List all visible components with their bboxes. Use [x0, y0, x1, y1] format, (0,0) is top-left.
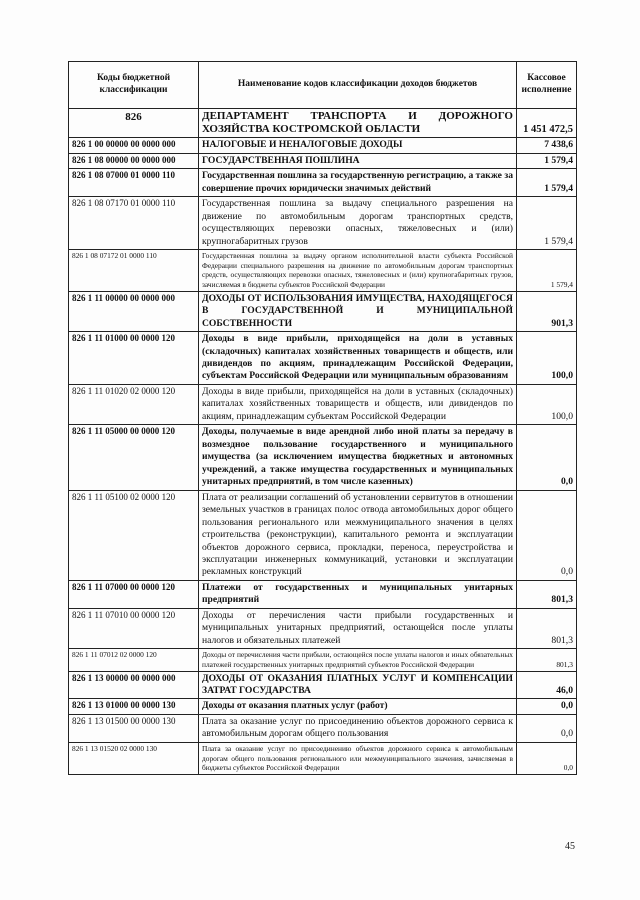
row-sum: 0,0 [517, 425, 577, 490]
header-codes: Коды бюджетной классификации [69, 62, 199, 109]
table-row [69, 291, 577, 331]
table-row [69, 742, 577, 774]
table-header-row [69, 62, 577, 109]
row-name: Государственная пошлина за выдачу специального разрешения на движение по автомобильным дорогам транспортных средств, осуществляющих перевозки опасных, тяжеловесных и (или) крупногабаритных грузов [199, 197, 517, 250]
header-sum: Кассовое исполнение [517, 62, 577, 109]
row-name: Доходы в виде прибыли, приходящейся на доли в уставных (складочных) капиталах хозяйственных товариществ и обществ, или дивидендов по акциям, принадлежащим Российской Федерации, субъектам Российской Федерации или муниципальным образованиям [199, 332, 517, 385]
row-code: 826 1 13 01520 02 0000 130 [69, 742, 199, 774]
row-code: 826 1 13 01500 00 0000 130 [69, 714, 199, 742]
row-sum: 901,3 [517, 291, 577, 331]
row-code: 826 1 13 00000 00 0000 000 [69, 671, 199, 699]
table-row [69, 425, 577, 490]
row-sum: 801,3 [517, 608, 577, 648]
table-row [69, 384, 577, 424]
table-row [69, 109, 577, 138]
budget-classification-table [68, 61, 577, 775]
row-name: Платежи от государственных и муниципальных унитарных предприятий [199, 580, 517, 608]
row-name: Государственная пошлина за выдачу органом исполнительной власти субъекта Российской Федерации специального разрешения на движение по автомобильным дорогам транспортных средств, осуществляющих перевозки опасных, тяжеловесных и (или) крупногабаритных грузов, зачисляемая в бюджеты субъектов Российской Федерации [199, 250, 517, 292]
row-sum: 0,0 [517, 742, 577, 774]
row-code: 826 1 11 07010 00 0000 120 [69, 608, 199, 648]
row-code: 826 1 11 00000 00 0000 000 [69, 291, 199, 331]
row-name: Доходы в виде прибыли, приходящейся на доли в уставных (складочных) капиталах хозяйственных товариществ и обществ, или дивидендов по акциям, принадлежащим субъектам Российской Федерации [199, 384, 517, 424]
header-name: Наименование кодов классификации доходов бюджетов [199, 62, 517, 109]
row-name: Государственная пошлина за государственную регистрацию, а также за совершение прочих юридически значимых действий [199, 169, 517, 197]
table-row [69, 490, 577, 580]
row-sum: 0,0 [517, 714, 577, 742]
row-name: НАЛОГОВЫЕ И НЕНАЛОГОВЫЕ ДОХОДЫ [199, 138, 517, 153]
row-sum: 1 579,4 [517, 153, 577, 168]
row-code: 826 1 08 07000 01 0000 110 [69, 169, 199, 197]
table-row [69, 138, 577, 153]
row-code: 826 1 11 05000 00 0000 120 [69, 425, 199, 490]
row-code: 826 1 08 07170 01 0000 110 [69, 197, 199, 250]
table-body [69, 109, 577, 775]
row-sum: 801,3 [517, 580, 577, 608]
row-sum: 100,0 [517, 332, 577, 385]
row-sum: 100,0 [517, 384, 577, 424]
table-row [69, 580, 577, 608]
row-name: Плата за оказание услуг по присоединению объектов дорожного сервиса к автомобильным дорогам общего пользования [199, 714, 517, 742]
row-code: 826 1 11 01000 00 0000 120 [69, 332, 199, 385]
table-row [69, 197, 577, 250]
row-name: ДОХОДЫ ОТ ИСПОЛЬЗОВАНИЯ ИМУЩЕСТВА, НАХОДЯЩЕГОСЯ В ГОСУДАРСТВЕННОЙ И МУНИЦИПАЛЬНОЙ СОБСТВЕННОСТИ [199, 291, 517, 331]
row-sum: 0,0 [517, 490, 577, 580]
table-row [69, 250, 577, 292]
table-row [69, 714, 577, 742]
table-row [69, 153, 577, 168]
row-sum: 46,0 [517, 671, 577, 699]
row-name: ДЕПАРТАМЕНТ ТРАНСПОРТА И ДОРОЖНОГО ХОЗЯЙСТВА КОСТРОМСКОЙ ОБЛАСТИ [199, 109, 517, 138]
row-name: Доходы от перечисления части прибыли, остающейся после уплаты налогов и иных обязательных платежей государственных унитарных предприятий субъектов Российской Федерации [199, 649, 517, 671]
row-name: Плата от реализации соглашений об установлении сервитутов в отношении земельных участков в границах полос отвода автомобильных дорог общего пользования регионального или межмуниципального значения в целях строительства (реконструкции), капитального ремонта и эксплуатации объектов дорожного сервиса, прокладки, переноса, переустройства и эксплуатации инженерных коммуникаций, установки и эксплуатации рекламных конструкций [199, 490, 517, 580]
row-code: 826 1 11 07012 02 0000 120 [69, 649, 199, 671]
table-row [69, 169, 577, 197]
row-code: 826 1 08 00000 00 0000 000 [69, 153, 199, 168]
row-code: 826 1 00 00000 00 0000 000 [69, 138, 199, 153]
row-code: 826 1 08 07172 01 0000 110 [69, 250, 199, 292]
row-sum: 1 579,4 [517, 197, 577, 250]
row-code: 826 [69, 109, 199, 138]
row-sum: 801,3 [517, 649, 577, 671]
row-code: 826 1 11 01020 02 0000 120 [69, 384, 199, 424]
row-code: 826 1 11 07000 00 0000 120 [69, 580, 199, 608]
row-name: Плата за оказание услуг по присоединению объектов дорожного сервиса к автомобильным дорогам общего пользования регионального или межмуниципального значения, зачисляемая в бюджеты субъектов Российской Федерации [199, 742, 517, 774]
table-row [69, 332, 577, 385]
row-name: ДОХОДЫ ОТ ОКАЗАНИЯ ПЛАТНЫХ УСЛУГ И КОМПЕНСАЦИИ ЗАТРАТ ГОСУДАРСТВА [199, 671, 517, 699]
table-row [69, 608, 577, 648]
row-name: Доходы от оказания платных услуг (работ) [199, 699, 517, 714]
table-row [69, 649, 577, 671]
table-row [69, 699, 577, 714]
row-code: 826 1 11 05100 02 0000 120 [69, 490, 199, 580]
row-name: Доходы, получаемые в виде арендной либо иной платы за передачу в возмездное пользование государственного и муниципального имущества (за исключением имущества бюджетных и автономных учреждений, а также имущества государственных и муниципальных унитарных предприятий, в том числе казенных) [199, 425, 517, 490]
row-sum: 1 451 472,5 [517, 109, 577, 138]
row-sum: 1 579,4 [517, 169, 577, 197]
row-code: 826 1 13 01000 00 0000 130 [69, 699, 199, 714]
row-sum: 7 438,6 [517, 138, 577, 153]
row-name: ГОСУДАРСТВЕННАЯ ПОШЛИНА [199, 153, 517, 168]
row-sum: 0,0 [517, 699, 577, 714]
page-number: 45 [565, 841, 575, 852]
row-sum: 1 579,4 [517, 250, 577, 292]
row-name: Доходы от перечисления части прибыли государственных и муниципальных унитарных предприятий, остающейся после уплаты налогов и обязательных платежей [199, 608, 517, 648]
table-row [69, 671, 577, 699]
